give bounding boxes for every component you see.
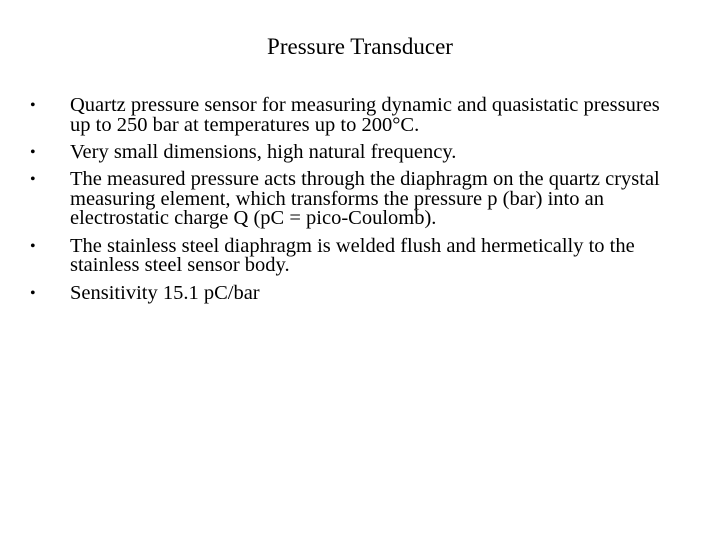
- bullet-icon: •: [30, 143, 36, 161]
- bullet-item: [30, 96, 680, 135]
- bullet-text: The stainless steel diaphragm is welded flush and hermetically to the stainless steel sensor body.: [70, 234, 635, 277]
- bullet-list: [30, 96, 680, 311]
- bullet-icon: •: [30, 97, 36, 114]
- bullet-item: [30, 170, 680, 229]
- bullet-item: [30, 234, 680, 277]
- bullet-text: Sensitivity 15.1 pC/bar: [70, 281, 260, 304]
- bullet-text: Quartz pressure sensor for measuring dynamic and quasistatic pressures up to 250 bar at temperatures up to 200°C.: [70, 94, 660, 136]
- bullet-item: [30, 281, 680, 304]
- bullet-text: Very small dimensions, high natural frequency.: [70, 140, 457, 163]
- bullet-item: [30, 140, 680, 163]
- slide-title: Pressure Transducer: [267, 34, 453, 59]
- bullet-icon: •: [30, 237, 36, 255]
- bullet-text: The measured pressure acts through the diaphragm on the quartz crystal measuring element, which transforms the pressure p (bar) into an electrostatic charge Q (pC = pico-Coulomb).: [70, 168, 660, 230]
- bullet-icon: •: [30, 171, 36, 189]
- bullet-icon: •: [30, 284, 36, 302]
